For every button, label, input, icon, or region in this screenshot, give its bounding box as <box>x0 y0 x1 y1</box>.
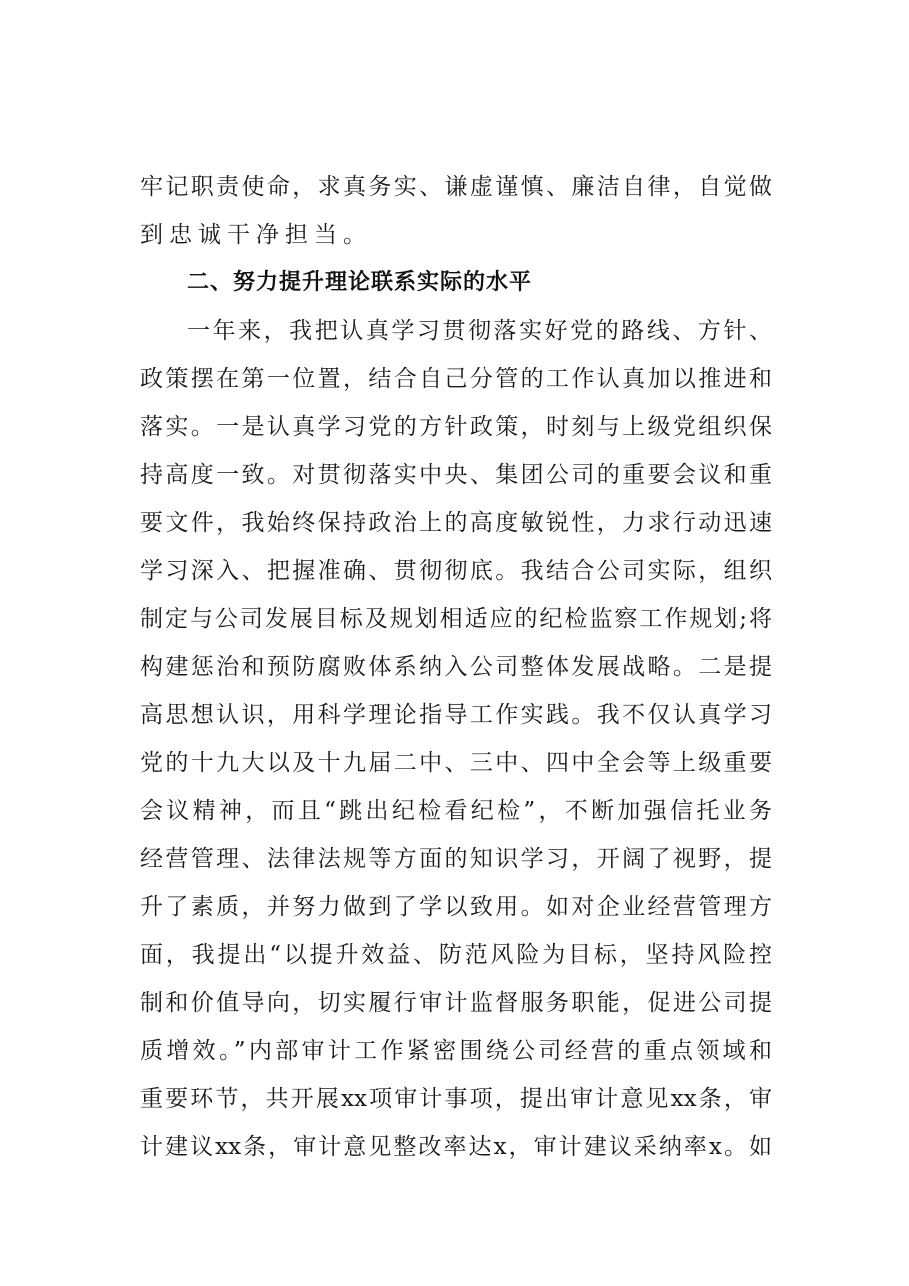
paragraph-line: 重要环节，共开展xx项审计事项，提出审计意见xx条，审 <box>140 1086 772 1112</box>
paragraph-line: 要文件，我始终保持政治上的高度敏锐性，力求行动迅速 <box>140 510 772 536</box>
section-heading: 二、努力提升理论联系实际的水平 <box>187 270 533 295</box>
paragraph-line: 制定与公司发展目标及规划相适应的纪检监察工作规划;将 <box>140 606 772 632</box>
paragraph-line: 高思想认识，用科学理论指导工作实践。我不仅认真学习 <box>140 702 772 728</box>
paragraph-line: 牢记职责使命，求真务实、谦虚谨慎、廉洁自律，自觉做 <box>140 174 772 200</box>
paragraph-line: 学习深入、把握准确、贯彻彻底。我结合公司实际，组织 <box>140 558 772 584</box>
paragraph-line: 升了素质，并努力做到了学以致用。如对企业经营管理方 <box>140 894 772 920</box>
paragraph-line: 面，我提出“以提升效益、防范风险为目标，坚持风险控 <box>140 942 772 968</box>
paragraph-line: 政策摆在第一位置，结合自己分管的工作认真加以推进和 <box>140 366 772 392</box>
paragraph-line: 质增效。”内部审计工作紧密围绕公司经营的重点领域和 <box>140 1038 772 1064</box>
paragraph-line: 构建惩治和预防腐败体系纳入公司整体发展战略。二是提 <box>140 654 772 680</box>
paragraph-line: 党的十九大以及十九届二中、三中、四中全会等上级重要 <box>140 750 772 776</box>
paragraph-line: 落实。一是认真学习党的方针政策，时刻与上级党组织保 <box>140 414 772 440</box>
paragraph-line: 计建议xx条，审计意见整改率达x，审计建议采纳率x。如 <box>140 1134 772 1160</box>
paragraph-line: 会议精神，而且“跳出纪检看纪检”，不断加强信托业务 <box>140 798 772 824</box>
paragraph-line: 制和价值导向，切实履行审计监督服务职能，促进公司提 <box>140 990 772 1016</box>
paragraph-line: 一年来，我把认真学习贯彻落实好党的路线、方针、 <box>187 318 772 344</box>
paragraph-line: 经营管理、法律法规等方面的知识学习，开阔了视野，提 <box>140 846 772 872</box>
paragraph-line: 持高度一致。对贯彻落实中央、集团公司的重要会议和重 <box>140 462 772 488</box>
paragraph-line: 到忠诚干净担当。 <box>140 222 372 248</box>
